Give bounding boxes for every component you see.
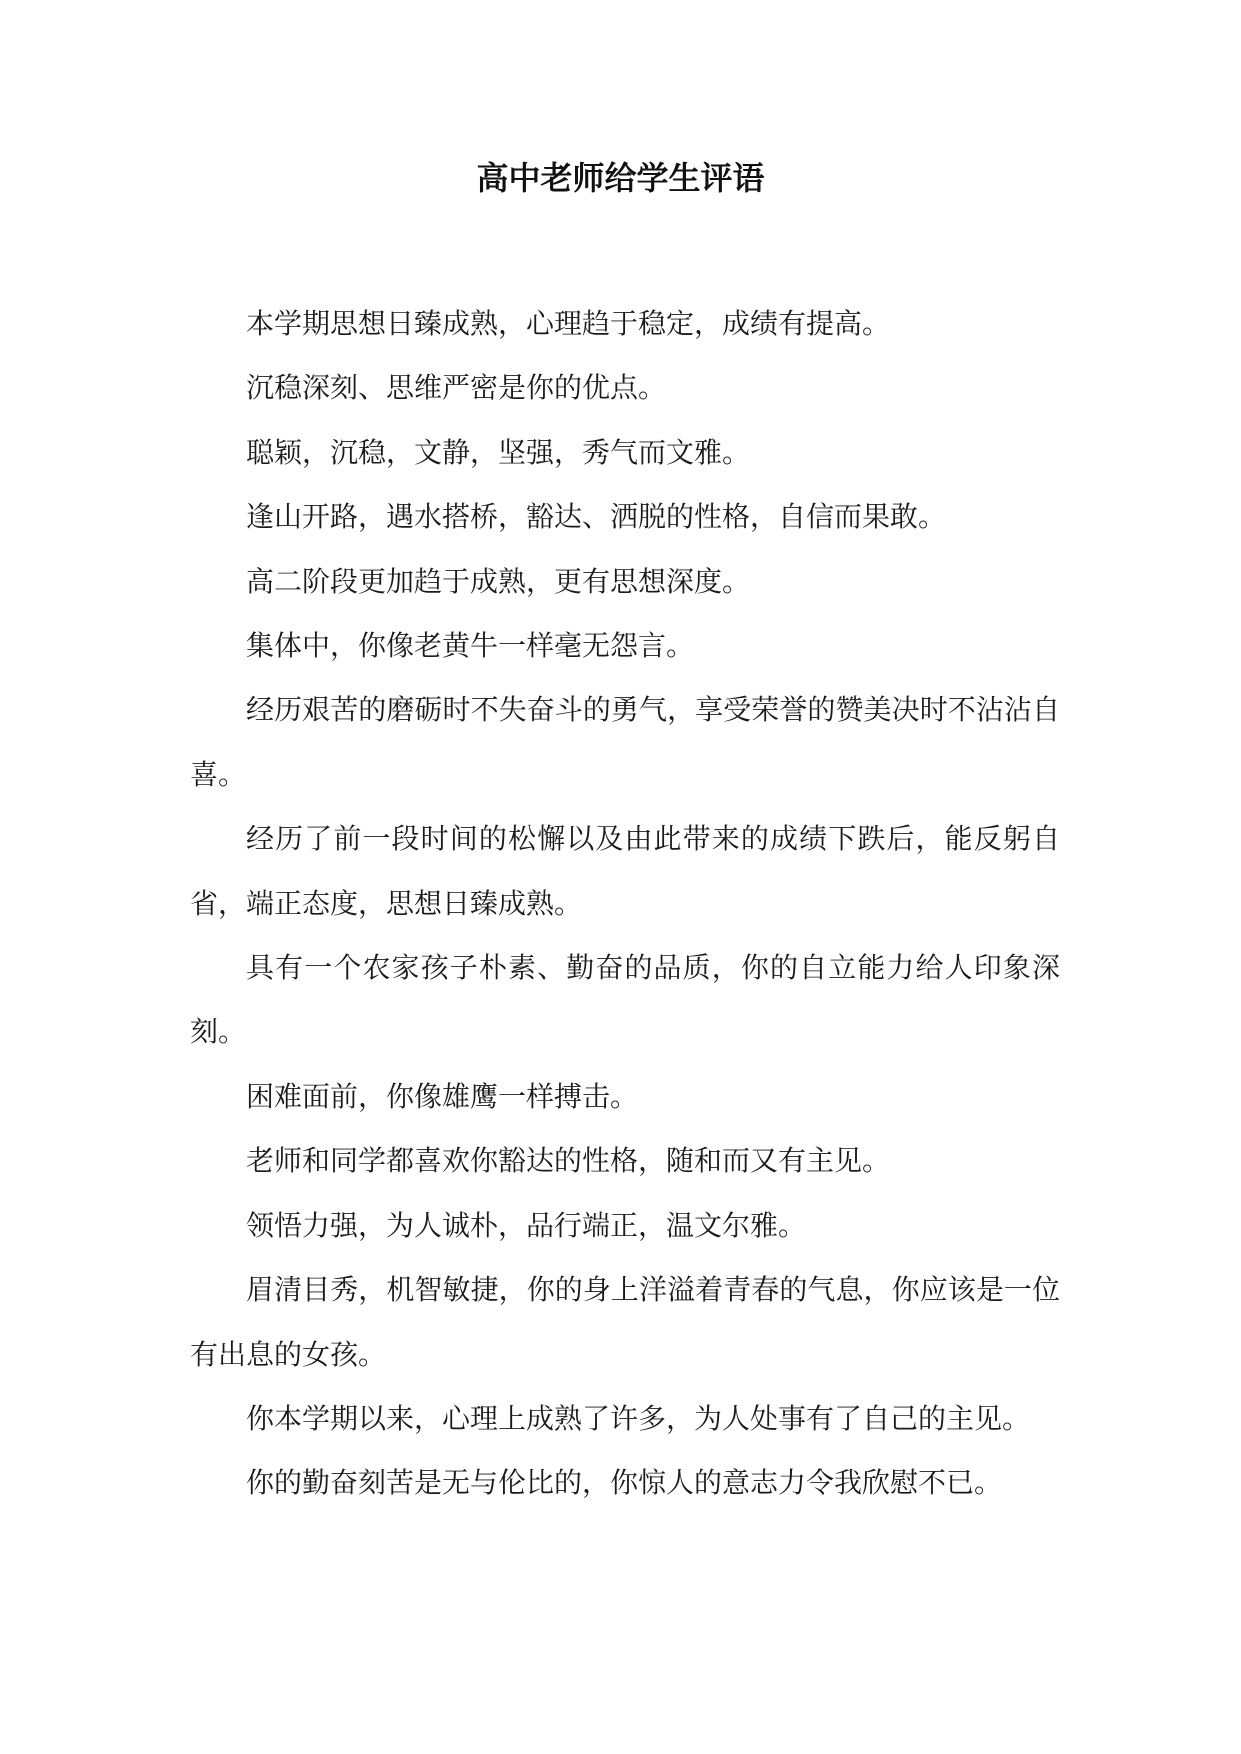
paragraph: 沉稳深刻、思维严密是你的优点。 xyxy=(246,371,667,405)
paragraph: 领悟力强，为人诚朴，品行端正，温文尔雅。 xyxy=(246,1208,807,1242)
paragraph: 聪颖，沉稳，文静，坚强，秀气而文雅。 xyxy=(246,435,751,469)
document-body xyxy=(190,292,1060,1516)
paragraph: 逢山开路，遇水搭桥，豁达、洒脱的性格，自信而果敢。 xyxy=(246,500,947,534)
paragraph: 本学期思想日臻成熟，心理趋于稳定，成绩有提高。 xyxy=(246,307,891,340)
paragraph: 你本学期以来，心理上成熟了许多，为人处事有了自己的主见。 xyxy=(246,1401,1031,1435)
document-title: 高中老师给学生评语 xyxy=(476,159,765,197)
paragraph: 困难面前，你像雄鹰一样搏击。 xyxy=(246,1079,639,1113)
paragraph: 具有一个农家孩子朴素、勤奋的品质，你的自立能力给人印象深刻。 xyxy=(190,951,1060,1049)
paragraph: 集体中，你像老黄牛一样毫无怨言。 xyxy=(246,629,695,663)
paragraph: 经历了前一段时间的松懈以及由此带来的成绩下跌后，能反躬自省，端正态度，思想日臻成熟。 xyxy=(190,822,1060,920)
paragraph: 高二阶段更加趋于成熟，更有思想深度。 xyxy=(246,564,751,598)
paragraph: 你的勤奋刻苦是无与伦比的，你惊人的意志力令我欣慰不已。 xyxy=(246,1466,1003,1500)
paragraph: 经历艰苦的磨砺时不失奋斗的勇气，享受荣誉的赞美决时不沾沾自喜。 xyxy=(190,693,1060,791)
paragraph: 眉清目秀，机智敏捷，你的身上洋溢着青春的气息，你应该是一位有出息的女孩。 xyxy=(190,1273,1060,1371)
paragraph: 老师和同学都喜欢你豁达的性格，随和而又有主见。 xyxy=(246,1144,891,1178)
